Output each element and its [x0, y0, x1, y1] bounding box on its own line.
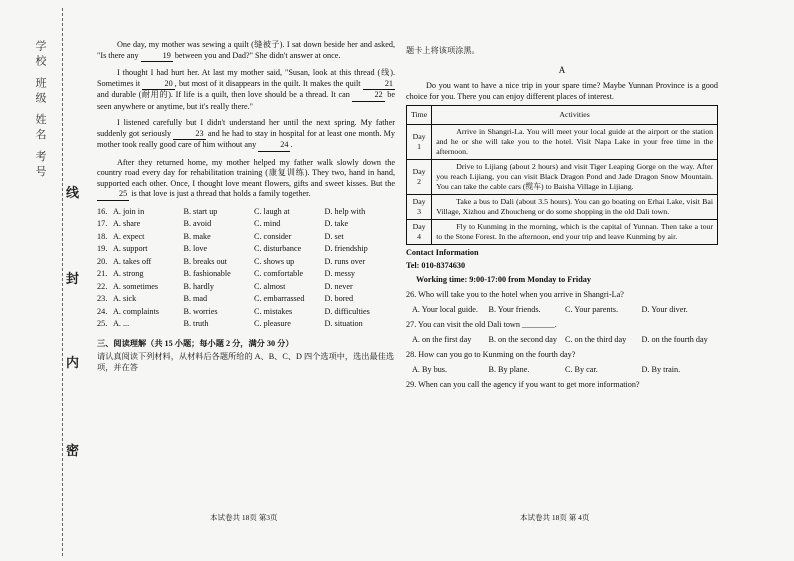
- option-row: 25. A. ... B. truth C. pleasure D. situation: [97, 319, 363, 328]
- cloze-options: [97, 207, 395, 330]
- blank-20: 20: [142, 79, 174, 91]
- option-row: 20. A. takes off B. breaks out C. shows up D. runs over: [97, 256, 366, 266]
- left-page-footer: 本试卷共 18页 第3页: [210, 513, 278, 522]
- blank-21: 21: [363, 79, 395, 91]
- binding-mark-top: 线: [66, 185, 80, 200]
- question-29: [406, 380, 718, 391]
- option-row: 17. A. share B. avoid C. mind D. take: [97, 219, 349, 228]
- blank-23: 23: [173, 129, 205, 141]
- binding-vertical-text: 学校 班级 姓名 考号: [34, 40, 46, 181]
- question-text: 28. How can you go to Kunming on the fourth day?: [406, 350, 576, 360]
- question-26: [406, 290, 718, 315]
- contact-title: Contact Information: [406, 247, 479, 257]
- table-header-row: [407, 106, 718, 125]
- table-row: [407, 194, 718, 219]
- day-cell: Day 2: [407, 159, 432, 194]
- activity-cell: Take a bus to Dali (about 3.5 hours). You can go boating on Erhai Lake, visit Bai Village, Xizhou and Zhoucheng or do some shopping in the old Dali town.: [432, 194, 718, 219]
- day-cell: Day 1: [407, 125, 432, 160]
- question-text: 29. When can you call the agency if you want to get more information?: [406, 380, 640, 390]
- right-page: [406, 46, 718, 391]
- activity-cell: Drive to Lijiang (about 2 hours) and visit Tiger Leaping Gorge on the way. After you reach Lijiang, you can visit Black Dragon Pond and Jade Dragon Snow Mountain. You can take the cable cars (缆车) to Baisha Village in Lijiang.: [432, 159, 718, 194]
- activity-cell: Fly to Kunming in the morning, which is the capital of Yunnan. Then take a tour to the Stone Forest. In the afternoon, end your trip and leave Kunming by air.: [432, 219, 718, 244]
- activity-cell: Arrive in Shangri-La. You will meet your local guide at the airport or the station and he or she will take you to the hotel. Visit Napa Lake in your free time in the afternoon.: [432, 125, 718, 160]
- right-page-footer: 本试卷共 18页 第 4页: [520, 513, 590, 522]
- binding-mark-bottom: 密: [66, 443, 80, 458]
- day-cell: Day 4: [407, 219, 432, 244]
- section-instructions: 请认真阅读下列材料，从材料后各题所给的 A、B、C、D 四个选项中，选出最佳选项，并在答: [97, 352, 395, 372]
- option-row: 16. A. join in B. start up C. laugh at D. help with: [97, 206, 366, 216]
- option-row: 23. A. sick B. mad C. embarrassed D. bored: [97, 294, 354, 303]
- question-text: 26. Who will take you to the hotel when you arrive in Shangri-La?: [406, 290, 624, 300]
- activities-table: [406, 105, 718, 245]
- option-row: 24. A. complaints B. worries C. mistakes D. difficulties: [97, 306, 370, 316]
- binding-mark-mid2: 内: [66, 355, 80, 370]
- contact-time: Working time: 9:00-17:00 from Monday to Friday: [416, 274, 591, 284]
- section-title: 三、阅读理解（共 15 小题；每小题 2 分，满分 30 分）: [97, 338, 294, 348]
- cloze-paragraph-1: One day, my mother was sewing a quilt (缝被子). I sat down beside her and asked, "Is there any 19 between you and Dad?" She didn't answer at once.: [97, 40, 395, 62]
- answer-options: A. Your local guide. B. Your friends. C. Your parents. D. Your diver.: [412, 304, 688, 314]
- binding-dashed-line: [62, 8, 63, 556]
- blank-19: 19: [141, 51, 173, 63]
- question-text: 27. You can visit the old Dali town ________.: [406, 320, 557, 330]
- passage-letter: A: [558, 64, 566, 75]
- binding-mark-mid1: 封: [66, 271, 80, 286]
- blank-25: 25: [97, 189, 129, 201]
- answer-options: A. on the first day B. on the second day C. on the third day D. on the fourth day: [412, 334, 708, 344]
- question-28: [406, 350, 718, 375]
- contact-tel: Tel: 010-8374630: [406, 261, 466, 271]
- day-cell: Day 3: [407, 194, 432, 219]
- option-row: 19. A. support B. love C. disturbance D. friendship: [97, 244, 368, 253]
- left-page: [97, 40, 395, 373]
- cloze-paragraph-4: After they returned home, my mother helped my father walk slowly down the country road every day for rehabilitation training (康复训练). They two, hand in hand, supported each other. Once, I thought love meant flowers, gifts and sweet kisses. But the 25 is that love is just a thread that holds a family together.: [97, 158, 395, 201]
- blank-24: 24: [258, 140, 290, 152]
- header-activities: Activities: [432, 106, 718, 125]
- option-row: 21. A. strong B. fashionable C. comfortable D. messy: [97, 269, 355, 278]
- table-row: [407, 159, 718, 194]
- option-row: 22. A. sometimes B. hardly C. almost D. never: [97, 281, 353, 291]
- answer-options: A. By bus. B. By plane. C. By car. D. By train.: [412, 364, 681, 374]
- table-row: [407, 125, 718, 160]
- cloze-paragraph-2: I thought I had hurt her. At last my mother said, "Susan, look at this thread (线). Sometimes it 20 , but most of it disappears in the quilt. It makes the quilt 21 and durable (耐用的). If life is a quilt, then love should be a thread. It can 22 be seen anywhere or anytime, but it's really there.": [97, 68, 395, 111]
- header-time: Time: [407, 106, 432, 125]
- option-row: 18. A. expect B. make C. consider D. set: [97, 231, 344, 241]
- question-27: [406, 320, 718, 345]
- cloze-paragraph-3: I listened carefully but I didn't understand her until the next spring. My father suddenly got seriously 23 and he had to stay in hospital for at least one month. My mother took really good care of him without any 24 .: [97, 118, 395, 152]
- passage-intro: Do you want to have a nice trip in your spare time? Maybe Yunnan Province is a good choice for you. There you can enjoy different places of interest.: [406, 81, 718, 101]
- instructions-continued: 题卡上将该项涂黑。: [406, 46, 480, 55]
- blank-22: 22: [352, 90, 384, 102]
- table-row: [407, 219, 718, 244]
